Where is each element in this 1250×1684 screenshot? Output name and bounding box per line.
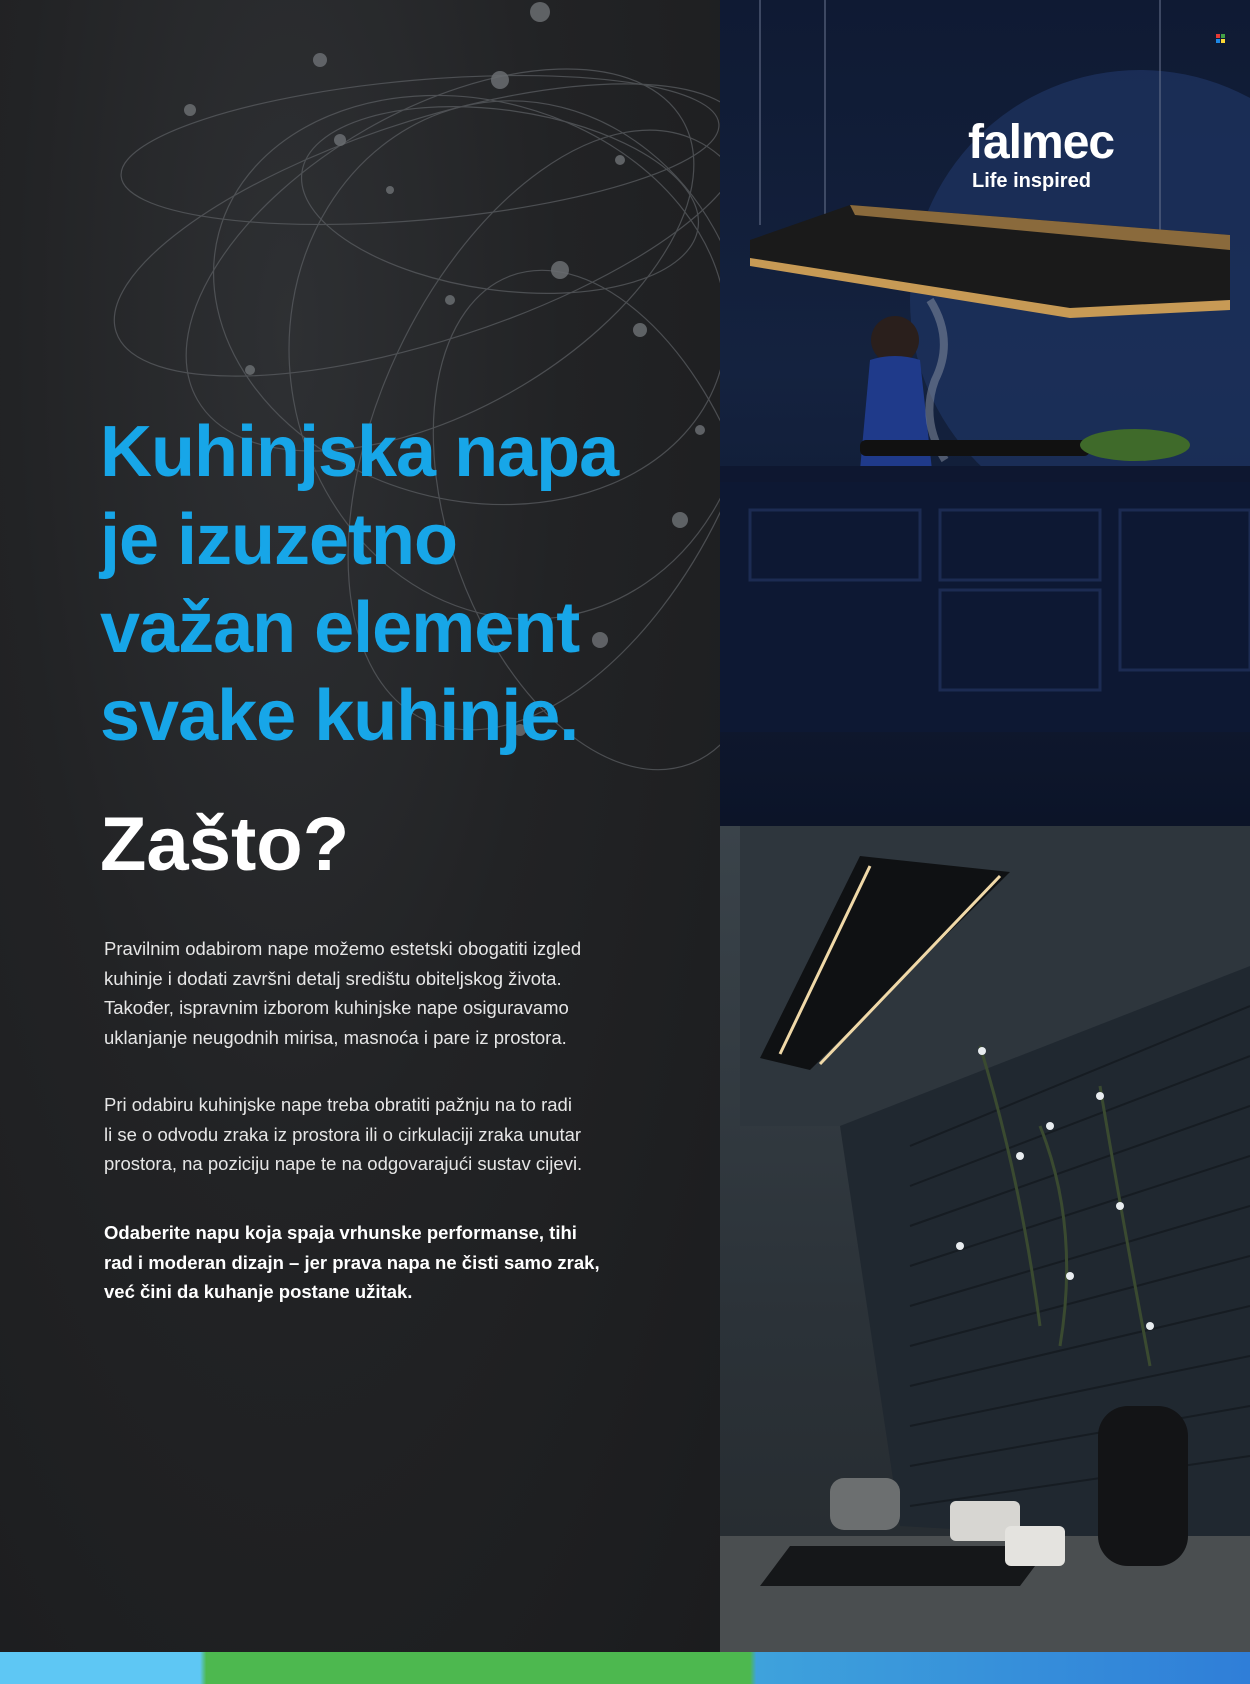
- corner-color-mark-icon: [1216, 34, 1226, 44]
- paragraph-line: Pravilnim odabirom nape možemo estetski obogatiti izgled: [104, 938, 582, 959]
- paragraph-callout: [104, 1218, 604, 1307]
- paragraph-line: Također, ispravnim izborom kuhinjske nape osiguravamo: [104, 997, 569, 1018]
- footer-color-band: [0, 1652, 1250, 1684]
- paragraph-intro: [104, 934, 604, 1052]
- paragraph-line: Pri odabiru kuhinjske nape treba obratiti pažnju na to radi: [104, 1094, 572, 1115]
- paragraph-line: li se o odvodu zraka iz prostora ili o cirkulaciji zraka unutar: [104, 1123, 582, 1145]
- ceiling-hood-illustration: [720, 826, 1250, 1652]
- paragraph-line: prostora, na poziciju nape te na odgovarajući sustav cijevi.: [104, 1153, 583, 1174]
- paragraph-line: već čini da kuhanje postane užitak.: [104, 1281, 413, 1302]
- headline: [100, 408, 700, 760]
- headline-line: važan element: [100, 588, 580, 668]
- brand-name: falmec: [968, 116, 1115, 169]
- brand-tagline: Life inspired: [972, 170, 1091, 192]
- paragraph-line: uklanjanje neugodnih mirisa, masnoća i pare iz prostora.: [104, 1026, 567, 1048]
- paragraph-selection: [104, 1090, 604, 1179]
- paragraph-line: rad i moderan dizajn – jer prava napa ne čisti samo zrak,: [104, 1251, 600, 1273]
- kitchen-photo-bottom: [720, 826, 1250, 1652]
- brand-logo: [968, 118, 1168, 194]
- subheading: Zašto?: [100, 802, 350, 887]
- headline-line: je izuzetno: [100, 500, 458, 580]
- paragraph-line: kuhinje i dodati završni detalj središtu obiteljskog života.: [104, 967, 562, 989]
- headline-line: Kuhinjska napa: [100, 412, 619, 492]
- paragraph-line: Odaberite napu koja spaja vrhunske performanse, tihi: [104, 1222, 577, 1243]
- headline-line: svake kuhinje.: [100, 676, 579, 756]
